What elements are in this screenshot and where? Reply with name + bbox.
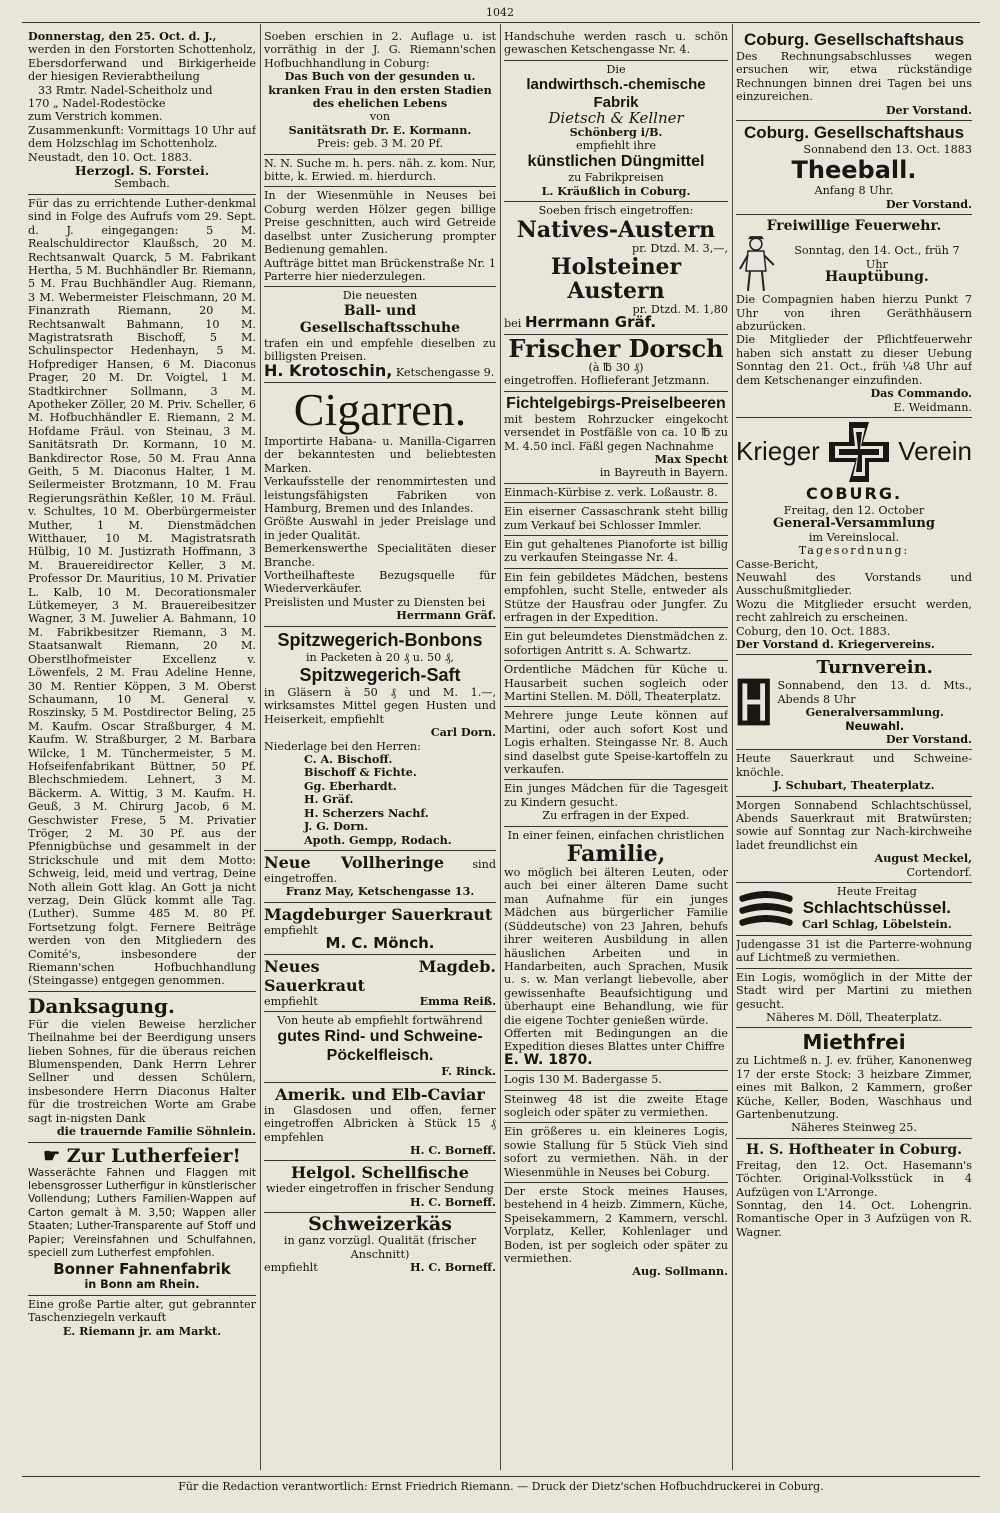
ad-text: Casse-Bericht, xyxy=(736,557,819,571)
ad-text: Preislisten und Muster zu Diensten bei xyxy=(264,595,486,609)
ad-heading: Helgol. Schellfische xyxy=(291,1163,469,1183)
ad-austern xyxy=(504,202,728,335)
list-item: Bischoff & Fichte. xyxy=(304,765,417,780)
ad-signature: H. C. Borneff. xyxy=(410,1260,496,1274)
ad-hoftheater xyxy=(736,1139,972,1242)
ad-text: Handschuhe werden rasch u. schön gewaschen Ketschengasse Nr. 4. xyxy=(504,30,728,57)
ad-place: Cortendorf. xyxy=(906,865,972,879)
ad-signature: Herrmann Gräf. xyxy=(396,608,496,623)
ad-personal xyxy=(264,155,496,188)
ad-heading: Coburg. Gesellschaftshaus xyxy=(743,30,965,49)
ad-signature: Franz May, Ketschengasse 13. xyxy=(285,884,475,899)
ad-place: in Bonn am Rhein. xyxy=(84,1278,200,1292)
ad-heading: Frischer Dorsch xyxy=(508,334,724,363)
ad-miethfrei xyxy=(736,1028,972,1138)
ad-heading-text: Zur Lutherfeier! xyxy=(66,1144,241,1167)
ad-signature: F. Rinck. xyxy=(441,1064,496,1079)
ad-text: trafen ein und empfehle dieselben zu billigsten Preisen. xyxy=(264,336,496,364)
ad-text: zum Verstrich kommen. xyxy=(28,110,163,124)
ad-signature: Carl Schlag, Löbelstein. xyxy=(802,917,952,932)
ad-text: Mehrere junge Leute können auf Martini, oder auch sofort Kost und Logis erhalten. Steingasse Nr. 8. Auch sind daselbst gute Speise-kartoffeln zu verkaufen. xyxy=(504,709,728,777)
ad-lutherfeier xyxy=(28,1143,256,1296)
ad-heading: Donnerstag, den 25. Oct. d. J., xyxy=(28,29,217,43)
ad-text: Sonntag, den 14. Oct. Lohengrin. Romantische Oper in 3 Aufzügen von R. Wagner. xyxy=(736,1198,972,1239)
column-2 xyxy=(264,28,496,1470)
ad-schellfische xyxy=(264,1161,496,1213)
ad-signature: Herrmann Gräf. xyxy=(524,313,657,332)
ad-heading: Schlachtschüssel. xyxy=(802,898,952,918)
column-1 xyxy=(28,28,256,1470)
ad-figure-text xyxy=(782,244,972,284)
ad-text: von xyxy=(369,110,391,124)
ad-forest-auction xyxy=(28,28,256,195)
ad-text: In einer feinen, einfachen christlichen xyxy=(507,828,725,842)
ad-text: Morgen Sonnabend Schlachtschüssel, Abends Sauerkraut mit Bratwürsten; sowie auf Sonntag zur Nach-kirchweihe ladet freundlichst ein xyxy=(736,798,972,852)
ad-text: Anfang 8 Uhr. xyxy=(814,184,894,198)
ad-text: Importirte Habana- u. Manilla-Cigarren der bekanntesten und beliebtesten Marken. xyxy=(264,434,496,475)
ad-sign-line xyxy=(504,313,728,332)
fireman-icon xyxy=(736,235,776,293)
ad-figure-text xyxy=(777,657,972,746)
ad-signature: Sembach. xyxy=(114,177,170,191)
ad-text: bei xyxy=(504,317,522,331)
ad-signature: H. C. Borneff. xyxy=(410,1142,496,1157)
ad-signature: H. C. Borneff. xyxy=(410,1194,496,1209)
ad-bricks xyxy=(28,1296,256,1341)
ad-shoes xyxy=(264,287,496,383)
ad-cigarren xyxy=(264,383,496,627)
ad-kuerbise xyxy=(504,484,728,503)
ad-signature: E. Riemann jr. am Markt. xyxy=(62,1323,222,1338)
ad-text: Eine große Partie alter, gut gebrannter Taschenziegeln verkauft xyxy=(28,1297,256,1325)
ad-wiesenmuehle xyxy=(264,187,496,287)
ad-text: Zusammenkunft: Vormittags 10 Uhr auf dem Holzschlag im Schottenholz. xyxy=(28,123,256,151)
ad-heading: Schweizerkäs xyxy=(308,1213,452,1236)
ad-sign-line xyxy=(264,995,496,1008)
ad-heading: Spitzwegerich-Bonbons xyxy=(277,629,483,650)
ad-signature: Das Commando. xyxy=(870,386,972,401)
ad-place: Schönberg i/B. xyxy=(569,124,663,139)
page-number: 1042 xyxy=(486,6,514,19)
ad-text: in ganz vorzügl. Qualität (frischer Anschnitt) xyxy=(283,1234,477,1261)
ad-heading xyxy=(28,1145,256,1167)
ad-text: Logis 130 M. Badergasse 5. xyxy=(504,1073,662,1087)
ad-text: Sonntag, den 14. Oct., früh 7 Uhr xyxy=(794,244,960,271)
ad-text: Der erste Stock meines Hauses, bestehend in 4 heizb. Zimmern, Küche, Speisekammern, 2 Kammern, verschl. Vorplatz, Keller, Kohlenlager und Boden, ist per sogleich oder später zu vermiethen. xyxy=(504,1185,728,1266)
ad-schlachtschuessel-schlag xyxy=(736,883,972,936)
ad-text: Neuwahl. xyxy=(845,719,905,733)
ad-sauerkraut-neu xyxy=(264,955,496,1012)
ad-text: Die neuesten xyxy=(342,289,418,303)
ad-heading: Neue Vollheringe xyxy=(264,852,445,872)
ad-figure-text xyxy=(802,885,952,932)
ad-logis-neuses xyxy=(504,1123,728,1183)
ad-text: eingetroffen. Hoflieferant Jetzmann. xyxy=(504,374,710,388)
ad-text: empfiehlt xyxy=(264,994,318,1008)
ad-kriegerverein xyxy=(736,418,972,655)
ad-text: Wozu die Mitglieder ersucht werden, recht zahlreich zu erscheinen. xyxy=(736,597,972,625)
ad-text: Ein Logis, womöglich in der Mitte der Stadt wird per Martini zu miethen gesucht. xyxy=(736,970,972,1011)
ad-text: Ein junges Mädchen für die Tagesgeit zu Kindern gesucht. xyxy=(504,782,728,809)
ad-text: sind eingetroffen. xyxy=(264,857,496,885)
ad-turnverein xyxy=(736,655,972,750)
ad-text: Heute Sauerkraut und Schweine-knöchle. xyxy=(736,752,972,779)
ad-signature: Herzogl. S. Forstei. xyxy=(74,163,210,179)
pointing-hand-icon: ☛ xyxy=(43,1144,61,1167)
ad-schweizerkaes xyxy=(264,1213,496,1277)
ad-gesellschaftshaus-2 xyxy=(736,121,972,215)
ad-firm: Bonner Fahnenfabrik xyxy=(53,1260,231,1279)
ad-text: Näheres Steinweg 25. xyxy=(791,1121,917,1135)
ad-title: Theeball. xyxy=(791,156,917,185)
ad-text: In der Wiesenmühle in Neuses bei Coburg werden Hölzer gegen billige Preise geschnitten, auch wird Getreide daselbst unter Zusicherung prompter Bedienung gemahlen. xyxy=(264,189,496,257)
ad-duengmittel xyxy=(504,61,728,202)
ad-text: Ein gut beleumdetes Dienstmädchen z. sofortigen Antritt s. A. Schwartz. xyxy=(504,630,728,657)
ad-text: Aufträge bittet man Brückenstraße Nr. 1 Parterre hier niederzulegen. xyxy=(264,256,496,283)
ad-text: Größte Auswahl in jeder Preislage und in jeder Qualität. xyxy=(264,515,496,542)
ad-book xyxy=(264,28,496,155)
list-item: Apoth. Gempp, Rodach. xyxy=(304,832,452,847)
ad-caviar xyxy=(264,1083,496,1162)
ad-place: in Bayreuth in Bayern. xyxy=(599,466,728,480)
ad-text: in Gläsern à 50 ₰ und M. 1.—, wirksamstes Mittel gegen Husten und Heiserkeit, empfiehlt xyxy=(264,686,496,726)
ad-heading: Danksagung. xyxy=(28,993,175,1018)
ad-signature: Max Specht xyxy=(654,451,728,466)
ad-steinweg xyxy=(504,1091,728,1124)
ad-text: Judengasse 31 ist die Parterre-wohnung auf Lichtmeß zu vermiethen. xyxy=(736,937,972,965)
ad-signature: E. W. 1870. xyxy=(504,1051,593,1068)
ad-address: Ketschengasse 9. xyxy=(395,365,495,379)
ad-logis-gesucht xyxy=(736,969,972,1029)
ad-text: zu Fabrikpreisen xyxy=(568,171,664,185)
ad-vollheringe xyxy=(264,851,496,903)
ad-sign-line xyxy=(264,1261,496,1274)
ad-heading: Spitzwegerich-Saft xyxy=(299,665,461,686)
ad-text: Ein größeres u. ein kleineres Logis, sowie Stallung für 5 Stück Vieh sind sofort zu vermiethen. Näh. in der Wiesenmühle in Neuses bei Coburg. xyxy=(504,1125,728,1179)
ad-feuerwehr xyxy=(736,215,972,418)
ad-preiselbeeren xyxy=(504,392,728,484)
ad-figure-line xyxy=(736,657,972,746)
ad-kueche xyxy=(504,661,728,707)
ad-text: Neuwahl des Vorstands und Ausschußmitglieder. xyxy=(736,570,972,598)
list-item: H. Gräf. xyxy=(304,792,354,807)
ad-heading-line xyxy=(264,853,496,885)
list-item: C. A. Bischoff. xyxy=(304,752,393,767)
column-rule xyxy=(260,24,261,1470)
ad-heading: Miethfrei xyxy=(802,1030,906,1055)
top-rule xyxy=(22,22,980,23)
ad-text: Ein fein gebildetes Mädchen, bestens empfohlen, sucht Stelle, entweder als Stütze der Hausfrau oder Jungfer. Zu erfragen in der Expedition. xyxy=(504,570,728,624)
ad-signature: Der Vorstand. xyxy=(885,732,972,746)
ad-cassaschrank xyxy=(504,503,728,536)
ad-text: 170 „ Nadel-Rodestöcke xyxy=(28,97,166,111)
ad-heading: künstlichen Düngmittel xyxy=(527,153,705,171)
ad-text: Vortheilhafteste Bezugsquelle für Wiederverkäufer. xyxy=(264,569,496,596)
ad-heading: Verein xyxy=(898,436,972,467)
ad-firm: Dietsch & Kellner xyxy=(548,109,684,128)
ad-poekelfleisch xyxy=(264,1012,496,1083)
ad-text: Freitag, den 12. Oct. Hasemann's Töchter. Original-Volksstück in 4 Aufzügen von L'Arronge. xyxy=(736,1158,972,1199)
ad-signature: August Meckel, xyxy=(874,851,972,866)
ad-maedchen-stelle xyxy=(504,569,728,629)
ad-parterrewohnung xyxy=(736,936,972,969)
ad-date: Sonnabend den 13. Oct. 1883 xyxy=(803,143,972,157)
ad-schlachtschuessel-meckel xyxy=(736,797,972,883)
ad-price: Preis: geb. 3 M. 20 Pf. xyxy=(316,137,444,151)
ad-signature: E. Weidmann. xyxy=(893,400,972,414)
ad-text: Von heute ab empfiehlt fortwährend xyxy=(277,1013,483,1027)
turner-cross-icon xyxy=(736,671,771,733)
ad-text: Steinweg 48 ist die zweite Etage sogleich oder später zu vermiethen. xyxy=(504,1092,728,1119)
ad-date: Neustadt, den 10. Oct. 1883. xyxy=(28,150,193,164)
ad-kindermaedchen xyxy=(504,780,728,826)
ad-luther-donations xyxy=(28,195,256,992)
ad-signature: Emma Reiß. xyxy=(419,993,496,1008)
ad-text: Die Compagnien haben hierzu Punkt 7 Uhr von ihren Geräthhäusern abzurücken. xyxy=(736,293,972,334)
ad-text: Offerten mit Bedingungen an die Expedition dieses Blattes unter Chiffre xyxy=(504,1026,728,1054)
iron-cross-icon xyxy=(827,420,891,484)
column-4 xyxy=(736,28,972,1470)
ad-signature: die trauernde Familie Söhnlein. xyxy=(56,1124,256,1139)
ad-text: im Vereinslocal. xyxy=(808,530,900,544)
ad-heading: Natives-Austern xyxy=(516,216,716,243)
column-rule xyxy=(732,24,733,1470)
imprint-footer: Für die Redaction verantwortlich: Ernst Friedrich Riemann. — Druck der Dietz'schen Hofbuchdruckerei in Coburg. xyxy=(22,1476,980,1493)
ad-heading: Magdeburger Sauerkraut xyxy=(264,904,493,924)
dealer-list xyxy=(264,753,496,847)
ad-text: Verkaufsstelle der renommirtesten und leistungsfähigsten Fabriken von Hamburg, Bremen und des Inlandes. xyxy=(264,475,496,515)
list-item: J. G. Dorn. xyxy=(304,819,369,834)
column-rule xyxy=(500,24,501,1470)
ad-kost-logis xyxy=(504,707,728,780)
ad-text: empfiehlt xyxy=(264,923,318,937)
ad-text: Ein eiserner Cassaschrank steht billig zum Verkauf bei Schlosser Immler. xyxy=(504,505,728,532)
ad-text: Für das zu errichtende Luther-denkmal sind in Folge des Aufrufs vom 29. Sept. d. J. eingegangen: 5 M. Realschuldirector Klaußsch, 20 M. Rechtsanwalt Quarck, 5 M. Fabrikant Hertha, 5 M. Buchhändler Br. Riemann, 5 M. Frau Buchhändler Aug. Riemann, 3 M. Webermeister Fleischmann, 20 M. Finanzrath Riemann, 20 M. Rechtsanwalt Bahmann, 10 M. Magistratsrath Bischoff, 5 M. Schulinspector Hedenhayn, 5 M. Hofprediger Hansen, 6 M. Diaconus Prager, 20 M. Dr. Voigtel, 1 M. Stadtkirchner Sollmann, 3 M. Apotheker Zöller, 20 M. Priv. Scheller, 6 M. Hofbuchhändler E. Riemann, 2 M. Hofdame Fräul. von Steinau, 3 M. Sanitätsrath Dr. Kormann, 10 M. Bankdirector Rose, 50 M. Frau Anna Geith, 5 M. Diaconus Halter, 1 M. Seilermeister Brotzmann, 10 M. Frau Regierungsräthin Keßler, 10 M. Fräul. v. Schultes, 10 M. Oberbürgermeister Muther, 1 M. Dienstmädchen Witthauer, 10 M. Magistratsrath Hülbig, 10 M. Justizrath Hoffmann, 3 M. Brauereidirector Keller, 3 M. Professor Dr. Mauritius, 10 M. Privatier L. Kalb, 10 M. Decorationsmaler Lütkemeyer, 3 M. Brauereibesitzer Wagner, 3 M. Juwelier A. Bahmann, 10 M. Fabrikbesitzer Riemann, 3 M. Staatsanwalt Riemann, 20 M. Oberstlhofmeister Excellenz v. Löwenfels, 2 M. Frau Adeline Henne, 30 M. Rentier Köppen, 3 M. Oberst Schaumann, 10 M. General v. Roszinsky, 5 M. Postdirector Beling, 25 M. Kaufm. Oscar Straßburger, 4 M. Kaufm. W. Straßburger, 2 M. Barbara Wilcke, 1 M. Tünchermeister, 5 M. Hofseifenfabrikant Büttner, 50 Pf. Blechschmiedem. Lehnert, 3 M. Bäckerm. A. Wittig, 3 M. Kaufm. H. Geuß, 3 M. Chirurg Jacob, 6 M. Geschwister Frese, 5 M. Privatier Tröger, 2 M. 30 Pf. aus der Pfennigbüchse und gesammelt in der Strickschule und mit dem Motto: Schweig, leid, meid und vertrag, Deine Noth allein Gott klag. An Gott ja nicht verzag, Dein Glück kommt alle Tag. (Luther). Summe 485 M. 80 Pf. Fortsetzung folgt. Fernere Beiträge werden von den Mitgliedern des Comité's, insbesondere der Riemann'schen Hofbuchhandlung (Steingasse) entgegen genommen. xyxy=(28,196,256,988)
ad-logis-badergasse xyxy=(504,1071,728,1090)
ad-text: wo möglich bei älteren Leuten, oder auch bei einer älteren Dame sucht man Aufnahme für ein junges Mädchen aus bürgerlicher Familie (Süddeutsche) von 23 Jahren, behufs ihrer weiteren Ausbildung in allen häuslichen Arbeiten und in Handarbeiten, auch Sprachen, Musik u. s. w. Man verlangt liebevolle, aber gewissenhafte Beaufsichtigung und überhaupt eine Behandlung, wie für die eigene Tochter genießen würde. xyxy=(504,866,728,1027)
ad-heading: Cigarren. xyxy=(293,383,467,435)
ad-text: Sonnabend, den 13. d. Mts., Abends 8 Uhr xyxy=(777,679,972,706)
ad-spitzwegerich xyxy=(264,627,496,851)
ad-signature: Der Vorstand. xyxy=(885,196,972,211)
ad-text: Ordentliche Mädchen für Küche u. Hausarbeit suchen sogleich oder Martini Stellen. M. Döll, Theaterplatz. xyxy=(504,663,728,703)
ad-signature: Der Vorstand d. Kriegervereins. xyxy=(736,636,935,651)
ad-title: Generalversammlung. xyxy=(805,705,944,720)
ad-text: Bemerkenswerthe Specialitäten dieser Branche. xyxy=(264,542,496,569)
ad-sauerkraut-schubart xyxy=(736,750,972,796)
ad-text: Zu erfragen in der Exped. xyxy=(542,809,690,823)
ad-firm-line xyxy=(264,360,496,380)
ad-signature: L. Kräußlich in Coburg. xyxy=(541,183,691,198)
ad-heading: Krieger xyxy=(736,436,820,467)
ad-price: (à ℔ 30 ₰) xyxy=(588,360,644,374)
ad-signature: Carl Dorn. xyxy=(430,725,496,740)
ad-dienstmaedchen xyxy=(504,628,728,661)
ad-handschuhe xyxy=(504,28,728,61)
ad-title: General-Versammlung xyxy=(773,516,935,532)
ad-signature: J. Schubart, Theaterplatz. xyxy=(773,778,935,793)
ad-heading: Fichtelgebirgs-Preiselbeeren xyxy=(506,394,726,412)
ad-text: empfiehlt xyxy=(264,1261,318,1274)
ad-firm: H. Krotoschin, xyxy=(264,360,393,380)
ad-dorsch xyxy=(504,335,728,392)
sausage-icon xyxy=(736,888,796,928)
ad-text: N. N. Suche m. h. pers. näh. z. kom. Nur, bitte, k. Erwied. m. hierdurch. xyxy=(264,156,496,184)
ad-figure-line xyxy=(736,235,972,293)
ad-text: Einmach-Kürbise z. verk. Loßaustr. 8. xyxy=(504,485,718,499)
ad-text: wieder eingetroffen in frischer Sendung xyxy=(266,1182,494,1196)
ad-danksagung xyxy=(28,992,256,1143)
ad-heading: H. S. Hoftheater in Coburg. xyxy=(745,1141,963,1158)
ad-heading: Neues Magdeb. Sauerkraut xyxy=(264,956,496,995)
ad-text: Soeben erschien in 2. Auflage u. ist vorräthig in der J. G. Riemann'schen Hofbuchhandlung in Coburg: xyxy=(264,30,496,70)
ad-text: Tagesordnung: xyxy=(798,544,910,558)
ad-text: empfiehlt ihre xyxy=(575,139,657,153)
ad-heading: Holsteiner Austern xyxy=(550,254,682,305)
ad-text: Wasserächte Fahnen und Flaggen mit lebensgrosser Lutherfigur in künstlerischer Vollendung; Luthers Familien-Wappen auf Carton gemalt à M. 3,50; Wappen aller Staaten; Luther-Transparente auf Stoff und Papier; Vereinsfahnen und Schulfahnen, speciell zum Lutherfest empfohlen. xyxy=(28,1166,256,1259)
ad-title: Das Buch von der gesunden u. kranken Frau in den ersten Stadien des ehelichen Lebens xyxy=(268,69,492,111)
ad-text: in Packeten à 20 ₰ u. 50 ₰, xyxy=(305,650,454,664)
ad-text: werden in den Forstorten Schottenholz, Ebersdorferwand und Birkigerheide der hiesigen Revierabtheilung xyxy=(28,43,256,84)
ad-heading: Turnverein. xyxy=(816,657,933,679)
ad-signature: M. C. Mönch. xyxy=(325,934,435,953)
ad-text: 33 Rmtr. Nadel-Scheitholz und xyxy=(38,83,213,97)
ad-text: in Glasdosen und offen, ferner eingetroffen Albricken à Stück 15 ₰ empfehlen xyxy=(264,1103,496,1144)
ad-author: Sanitätsrath Dr. E. Kormann. xyxy=(288,122,472,137)
ad-price: pr. Dtzd. M. 3,—, xyxy=(631,241,728,255)
ad-text: Die xyxy=(606,62,626,76)
ad-heading: Freiwillige Feuerwehr. xyxy=(766,218,942,235)
ad-heading: Ball- und Gesellschaftsschuhe xyxy=(299,302,461,336)
column-3 xyxy=(504,28,728,1470)
list-item: H. Scherzers Nachf. xyxy=(304,805,429,820)
ad-text: Für die vielen Beweise herzlicher Theilnahme bei der Beerdigung unsers lieben Sohnes, für die überaus reichen Blumenspenden, Dank Herrn Lehrer Sellner und dessen Schülern, insbesondere Herrn Diaconus Halter für die trostreichen Worte am Grabe sagt in-nigsten Dank xyxy=(28,1017,256,1125)
ad-heading: Coburg. Gesellschaftshaus xyxy=(743,123,965,143)
ad-text: Ein gut gehaltenes Pianoforte ist billig zu verkaufen Steingasse Nr. 4. xyxy=(504,537,728,565)
ad-text: Niederlage bei den Herren: xyxy=(264,739,421,753)
ad-text: Heute Freitag xyxy=(836,885,917,899)
ad-signature: Aug. Sollmann. xyxy=(632,1264,728,1279)
ad-date: Coburg, den 10. Oct. 1883. xyxy=(736,624,891,638)
ad-figure-line xyxy=(736,885,972,932)
ad-signature: Der Vorstand. xyxy=(885,102,972,117)
ad-heading-line xyxy=(736,420,972,484)
ad-pianoforte xyxy=(504,536,728,569)
ad-text: zu Lichtmeß n. J. ev. früher, Kanonenweg 17 der erste Stock: 3 heizbare Zimmer, eines mit Balkon, 2 Kammern, großer Küche, Keller, Boden, Waschhaus und Gartenbenutzung. xyxy=(736,1054,972,1121)
ad-date: Freitag, den 12. October xyxy=(783,503,925,517)
ad-heading: Familie, xyxy=(566,841,666,868)
ad-familie xyxy=(504,827,728,1072)
ad-text: mit bestem Rohrzucker eingekocht versendet in Postfäßle von ca. 10 ℔ zu M. 4.50 incl. Fäßl gegen Nachnahme xyxy=(504,412,728,453)
ad-text: Des Rechnungsabschlusses wegen ersuchen wir, etwa rückständige Rechnungen binnen drei Tagen bei uns einzureichen. xyxy=(736,50,972,104)
ad-heading: landwirthsch.-chemische Fabrik xyxy=(526,76,706,112)
ad-heading: gutes Rind- und Schweine-Pöckelfleisch. xyxy=(277,1028,483,1065)
ad-price: pr. Dtzd. M. 1,80 xyxy=(632,303,728,317)
ad-gesellschaftshaus-1 xyxy=(736,28,972,121)
ad-text: Soeben frisch eingetroffen: xyxy=(538,204,694,218)
ad-heading: Amerik. und Elb-Caviar xyxy=(275,1084,485,1104)
ad-sauerkraut-magdeburg xyxy=(264,903,496,955)
list-item: Gg. Eberhardt. xyxy=(304,778,397,793)
ad-erster-stock xyxy=(504,1183,728,1282)
ad-title: Hauptübung. xyxy=(825,268,929,285)
ad-text: Näheres M. Döll, Theaterplatz. xyxy=(766,1010,942,1024)
ad-text: Die Mitglieder der Pflichtfeuerwehr haben sich anstatt zu dieser Uebung Sonntag den 21. Oct., früh ¼8 Uhr auf dem Ketschenanger einzufinden. xyxy=(736,333,972,387)
ad-place: COBURG. xyxy=(805,483,903,503)
